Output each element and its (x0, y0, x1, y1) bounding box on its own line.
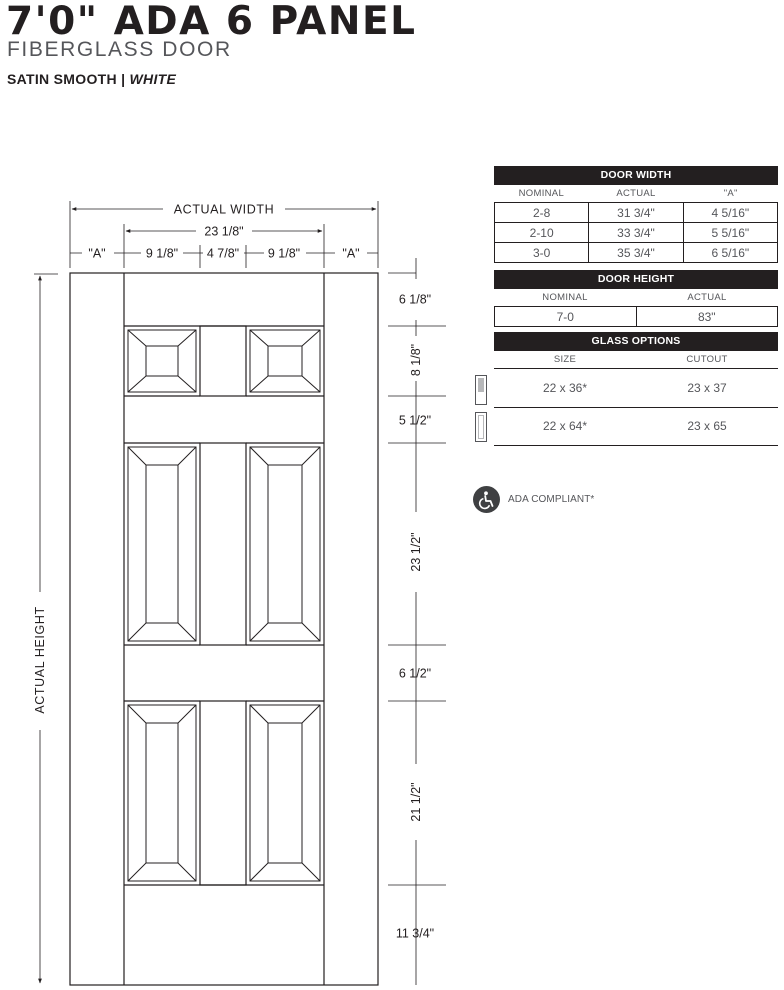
segment-a-left: "A" (88, 246, 106, 261)
actual-height-dimension (33, 274, 58, 983)
panel-middle-left (128, 447, 196, 641)
door-width-heading: DOOR WIDTH (494, 166, 778, 185)
wheelchair-icon (473, 486, 500, 513)
panel-top-right (250, 330, 320, 392)
glass-lite-short-icon (475, 375, 487, 405)
panel-bottom-right (250, 705, 320, 881)
finish-texture: SATIN SMOOTH (7, 71, 117, 87)
segment-left-panel: 9 1/8" (145, 246, 179, 261)
table-cell: 7-0 (494, 306, 637, 327)
door-height-column-headers (494, 289, 778, 306)
segment-middle-panel: 23 1/2" (409, 532, 423, 572)
actual-height-label: ACTUAL HEIGHT (33, 606, 47, 714)
table-cell: 3-0 (494, 242, 589, 263)
finish-separator: | (121, 71, 126, 87)
ada-compliance-badge (473, 486, 594, 513)
product-subtitle: FIBERGLASS DOOR (7, 38, 232, 61)
glass-options-heading: GLASS OPTIONS (494, 332, 778, 351)
ada-compliant-label: ADA COMPLIANT* (508, 494, 595, 505)
table-cell: 5 5/16" (683, 222, 778, 243)
inner-width-value: 23 1/8" (204, 224, 244, 239)
segment-top-rail: 6 1/8" (398, 292, 432, 307)
column-header: "A" (723, 188, 738, 199)
table-cell: 2-10 (494, 222, 589, 243)
segment-lock-rail-2: 6 1/2" (398, 666, 432, 681)
height-segments (396, 293, 434, 941)
glass-options-column-headers (494, 351, 778, 369)
glass-lite-tall-icon (475, 412, 487, 442)
table-row (494, 370, 778, 408)
table-row (494, 223, 778, 243)
door-height-table (494, 270, 778, 327)
raised-panels (128, 330, 320, 881)
table-row (494, 408, 778, 446)
mullion-bottom (200, 701, 246, 885)
product-title: 7'0" ADA 6 PANEL (6, 0, 417, 44)
glass-size: 22 x 64* (542, 419, 588, 433)
segment-right-panel: 9 1/8" (267, 246, 301, 261)
panel-bottom-left (128, 705, 196, 881)
actual-width-dimension (72, 203, 376, 217)
door-slab-outline (70, 273, 378, 985)
actual-width-label: ACTUAL WIDTH (173, 202, 275, 217)
door-frame (70, 273, 378, 985)
table-cell: 33 3/4" (588, 222, 683, 243)
glass-size: 22 x 36* (542, 381, 588, 395)
mullion-middle (200, 443, 246, 645)
glass-cutout: 23 x 65 (687, 419, 727, 433)
door-width-column-headers (494, 185, 778, 202)
glass-cutout: 23 x 37 (687, 381, 727, 395)
column-header: ACTUAL (687, 292, 727, 303)
finish-color: WHITE (129, 71, 177, 87)
column-header: NOMINAL (518, 188, 565, 199)
panel-middle-right (250, 447, 320, 641)
segment-a-right: "A" (342, 246, 360, 261)
column-header: NOMINAL (542, 292, 588, 303)
panel-top-left (128, 330, 196, 392)
door-width-table (494, 166, 778, 263)
glass-options-table (494, 332, 778, 369)
table-cell: 4 5/16" (683, 202, 778, 223)
door-height-heading: DOOR HEIGHT (494, 270, 778, 289)
column-header: ACTUAL (616, 188, 656, 199)
segment-top-panel: 8 1/8" (409, 343, 423, 377)
table-cell: 83" (636, 306, 779, 327)
table-cell: 6 5/16" (683, 242, 778, 263)
table-row (494, 243, 778, 263)
column-header: SIZE (553, 354, 577, 365)
table-cell: 31 3/4" (588, 202, 683, 223)
table-row (494, 307, 778, 327)
segment-lock-rail-1: 5 1/2" (398, 413, 432, 428)
table-cell: 2-8 (494, 202, 589, 223)
mullion-top (200, 326, 246, 396)
table-cell: 35 3/4" (588, 242, 683, 263)
segment-bottom-panel: 21 1/2" (409, 782, 423, 822)
inner-width-dimension (126, 225, 322, 239)
table-row (494, 203, 778, 223)
segment-mullion: 4 7/8" (206, 246, 240, 261)
segment-bottom-rail: 11 3/4" (395, 926, 435, 941)
column-header: CUTOUT (686, 354, 728, 365)
